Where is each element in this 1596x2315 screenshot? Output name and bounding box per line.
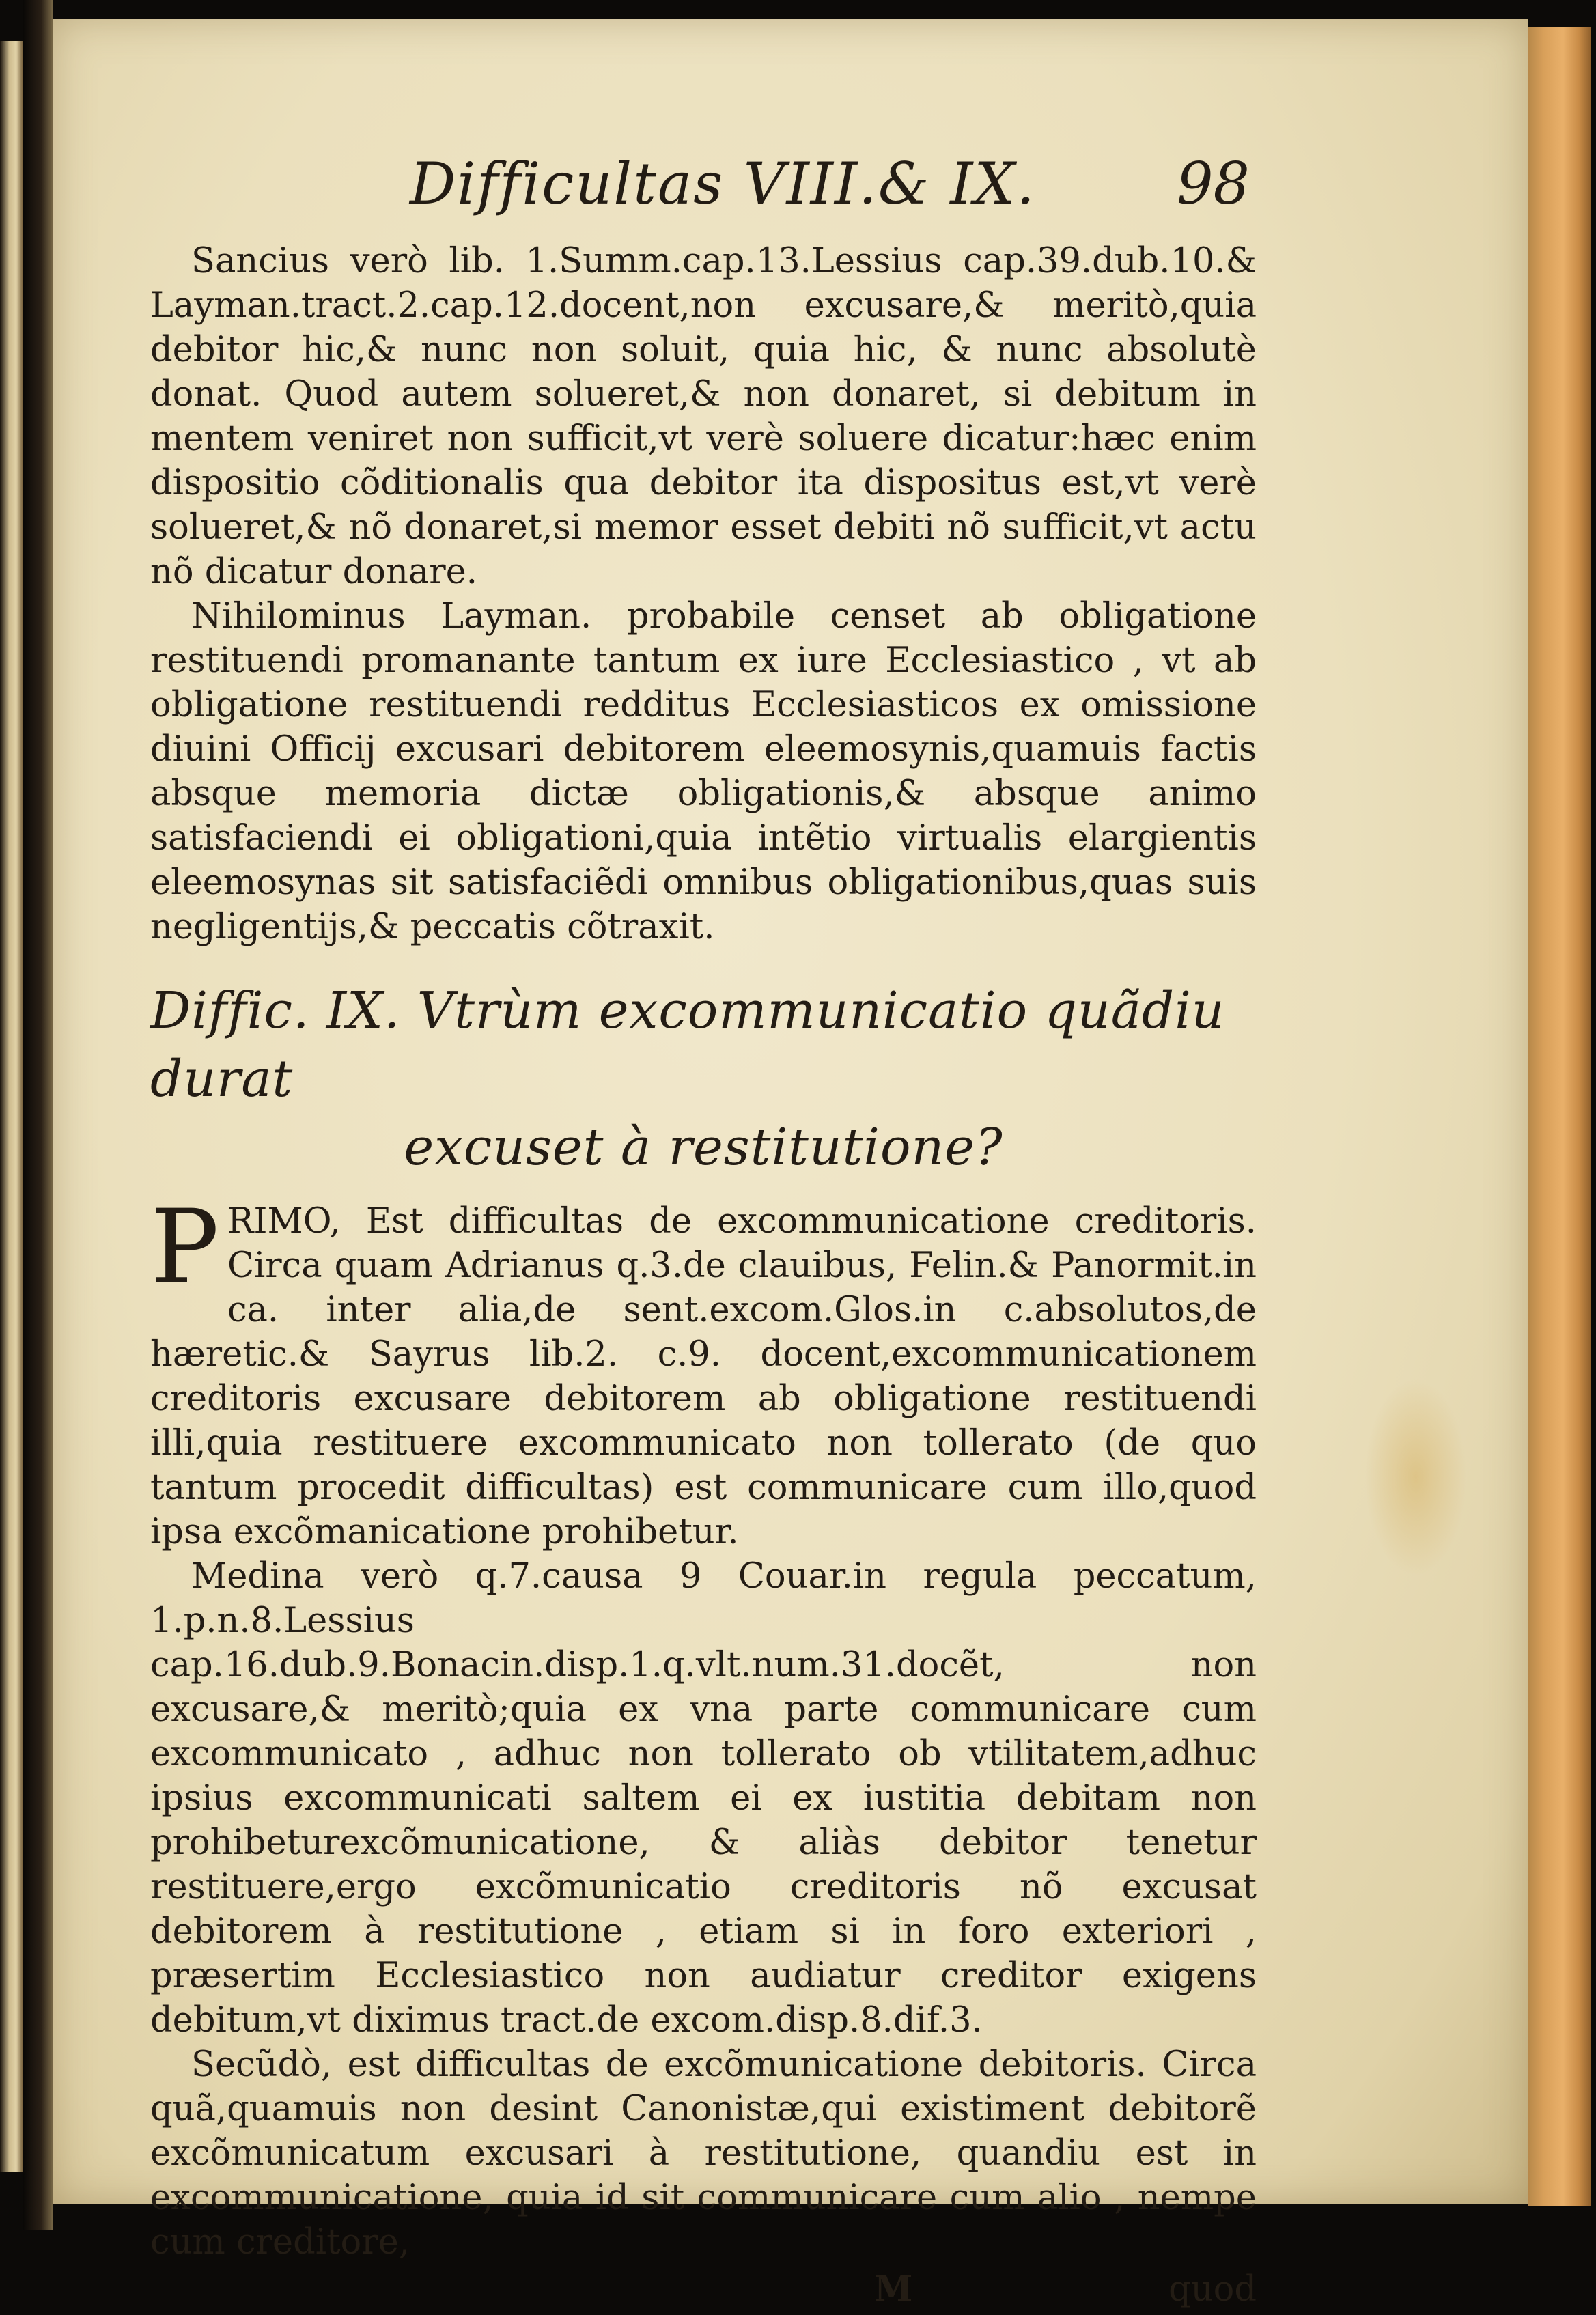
page-number: 98	[1177, 150, 1250, 217]
catchword: quod	[1168, 2269, 1257, 2310]
running-head	[150, 150, 1257, 239]
paragraph-medina: Medina verò q.7.causa 9 Couar.in regula peccatum, 1.p.n.8.Lessius cap.16.dub.9.Bonacin.disp.1.q.vlt.num.31.docẽt, non excusare,& meritò;quia ex vna parte communicare cum excommunicato , adhuc non tollerato ob vtilitatem,adhuc ipsius excommunicati saltem ei ex iustitia debitam non prohibeturexcõmunicatione, & aliàs debitor tenetur restituere,ergo excõmunicatio creditoris nõ excusat debitorem à restitutione , etiam si in foro exteriori , præsertim Ecclesiastico non audiatur creditor exigens debitum,vt diximus tract.de excom.disp.8.dif.3.	[150, 1556, 1257, 2040]
page-footer	[150, 2267, 1257, 2315]
paragraph-nihilominus: Nihilominus Layman. probabile censet ab obligatione restituendi promanante tantum ex iure Ecclesiastico , vt ab obligatione restituendi redditus Ecclesiasticos ex omissione diuini Officij excusari debitorem eleemosynis,quamuis factis absque memoria dictæ obligationis,& absque animo satisfaciendi ei obligationi,quia intẽtio virtualis elargientis eleemosynas sit satisfaciẽdi omnibus obligationibus,quas suis negligentijs,& peccatis cõtraxit.	[150, 596, 1257, 947]
paragraph-primo-text: RIMO, Est difficultas de excommunicatione creditoris. Circa quam Adrianus q.3.de clauibus, Felin.& Panormit.in ca. inter alia,de sent.excom.Glos.in c.absolutos,de hæretic.& Sayrus lib.2. c.9. docent,excommunicationem creditoris excusare debitorem ab obligatione restituendi illi,quia restituere excommunicato non tollerato (de quo tantum procedit difficultas) est communicare cum illo,quod ipsa excõmanicatione prohibetur.	[150, 1201, 1257, 1552]
page-edge	[1528, 27, 1591, 2206]
book-gutter	[23, 0, 53, 2230]
paragraph-primo	[150, 1188, 1257, 1554]
left-page-edge	[0, 41, 23, 2172]
heading-line-1: Diffic. IX. Vtrùm excommunicatio quãdiu durat	[150, 981, 1225, 1108]
heading-line-2: excuset à restitutione?	[404, 1118, 1003, 1177]
paper-stain	[1364, 1378, 1467, 1576]
page-text	[150, 150, 1257, 2315]
paragraph-secundo: Secũdò, est difficultas de excõmunicatione debitoris. Circa quã,quamuis non desint Canonistæ,qui existiment debitorẽ excõmunicatum excusari à restitutione, quandiu est in excommunicatione, quia id sit communicare cum alio , nempe cum creditore,	[150, 2045, 1257, 2262]
paragraph-sancius: Sancius verò lib. 1.Summ.cap.13.Lessius cap.39.dub.10.& Layman.tract.2.cap.12.docent,non excusare,& meritò,quia debitor hic,& nunc non soluit, quia hic, & nunc absolutè donat. Quod autem solueret,& non donaret, si debitum in mentem veniret non sufficit,vt verè soluere dicatur:hæc enim dispositio cõditionalis qua debitor ita dispositus est,vt verè solueret,& nõ donaret,si memor esset debiti nõ sufficit,vt actu nõ dicatur donare.	[150, 241, 1257, 592]
signature-mark: M	[874, 2269, 913, 2310]
drop-cap: P	[150, 1188, 219, 1307]
section-heading	[150, 977, 1257, 1181]
running-title: Difficultas VIII.& IX.	[410, 150, 1036, 217]
